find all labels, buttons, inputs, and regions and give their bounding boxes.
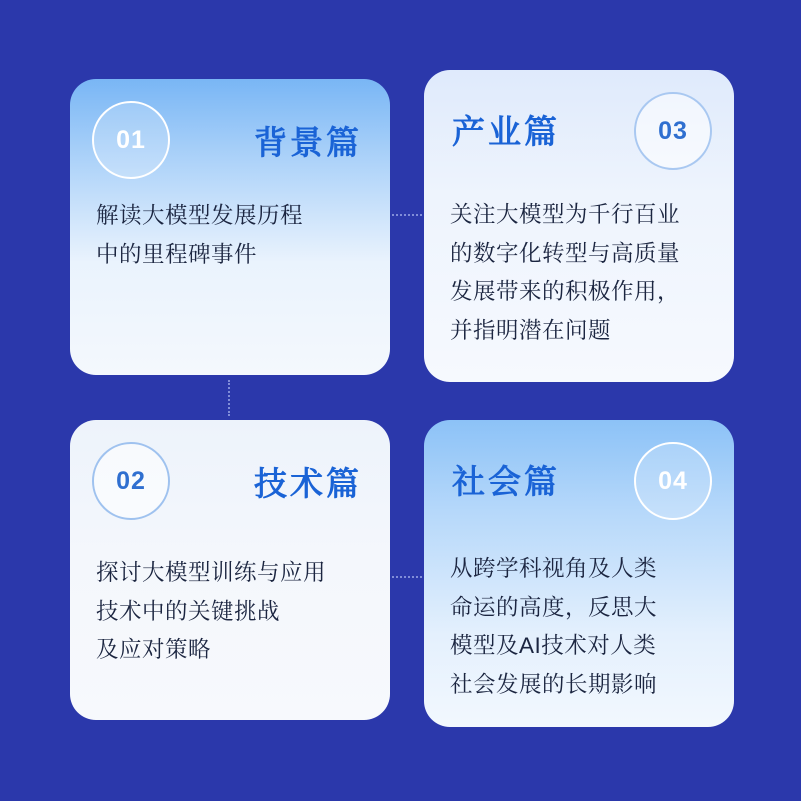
description-line: 及应对策略 [96, 637, 212, 663]
description-line: 关注大模型为千行百业 [450, 202, 681, 227]
card-background[interactable] [70, 79, 390, 375]
description-line: 模型及AI技术对人类 [450, 633, 657, 659]
description-line: 并指明潜在问题 [450, 318, 612, 344]
description-line: 社会发展的长期影响 [450, 672, 658, 698]
card-number-badge: 02 [92, 442, 170, 520]
card-number-badge: 04 [634, 442, 712, 520]
description-line: 从跨学科视角及人类 [450, 556, 658, 581]
card-background[interactable] [424, 70, 734, 382]
card-description [424, 550, 734, 705]
card-title: 产业篇 [452, 113, 560, 150]
card-background[interactable] [424, 420, 734, 727]
card-header [424, 70, 734, 182]
card-description [424, 196, 734, 351]
card-number-badge: 01 [92, 101, 170, 179]
description-line: 发展带来的积极作用， [450, 279, 681, 305]
card-header [70, 420, 390, 532]
card-title: 技术篇 [254, 465, 362, 502]
description-line: 解读大模型发展历程 [96, 203, 304, 228]
description-line: 的数字化转型与高质量 [450, 240, 681, 266]
card-header [70, 79, 390, 191]
connector-01-to-02 [228, 380, 230, 416]
connector-02-to-04 [392, 576, 422, 578]
card-header [424, 420, 734, 532]
description-line: 技术中的关键挑战 [96, 598, 281, 624]
description-line: 探讨大模型训练与应用 [96, 560, 327, 585]
card-title: 背景篇 [254, 124, 362, 161]
description-line: 中的里程碑事件 [96, 241, 258, 267]
description-line: 命运的高度，反思大 [450, 594, 658, 620]
card-title: 社会篇 [452, 463, 560, 500]
card-number-badge: 03 [634, 92, 712, 170]
card-description [70, 554, 390, 670]
connector-01-to-03 [392, 214, 422, 216]
card-description [70, 197, 390, 274]
card-background[interactable] [70, 420, 390, 720]
